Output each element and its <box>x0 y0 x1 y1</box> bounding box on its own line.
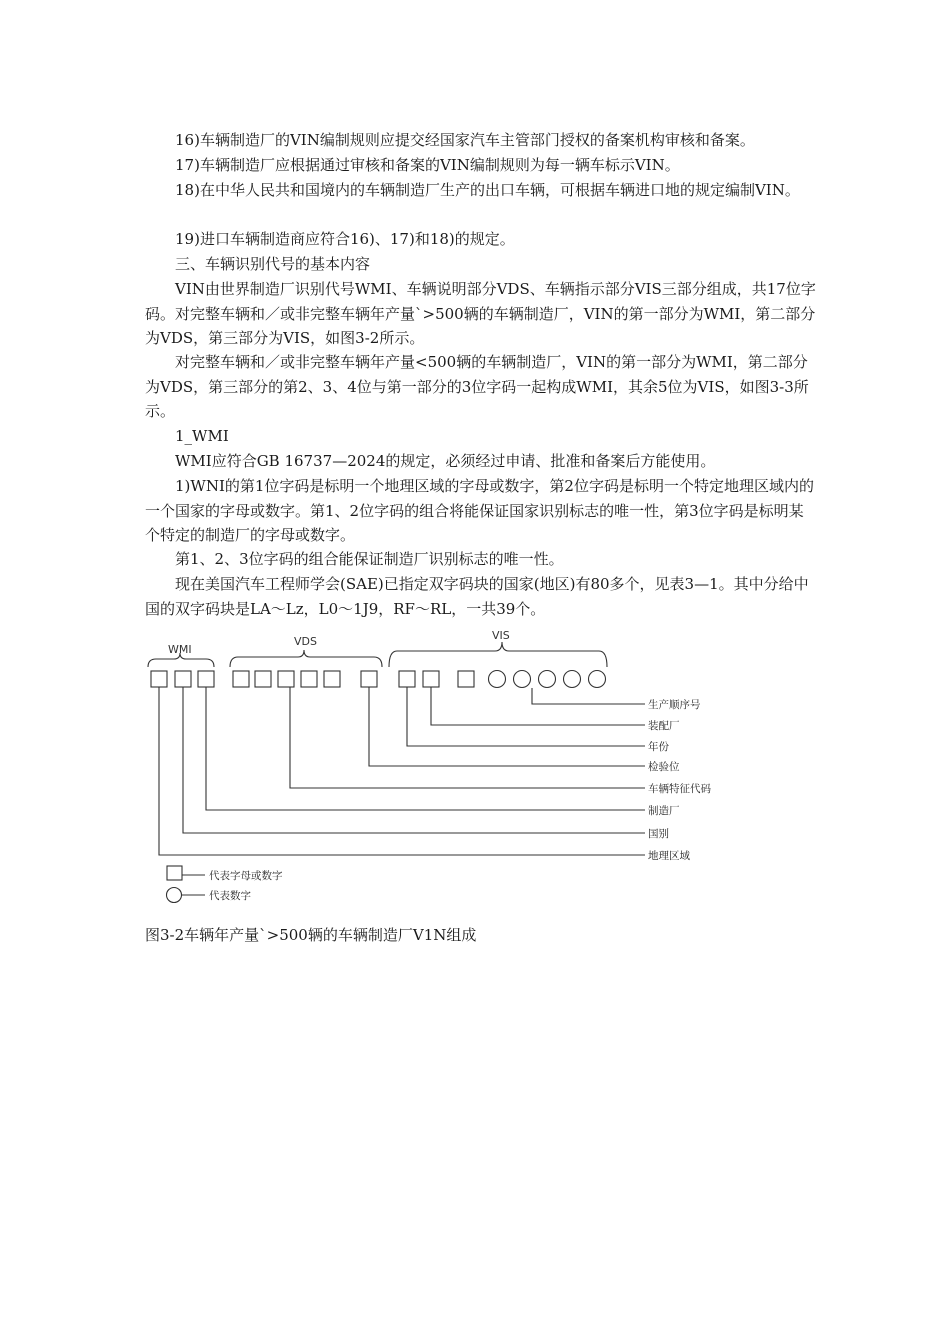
paragraph-19: 19)进口车辆制造商应符合16)、17)和18)的规定。 <box>175 230 515 248</box>
vin-intro-paragraph: VIN由世界制造厂识别代号WMI、车辆说明部分VDS、车辆指示部分VIS三部分组成，共17位字码。对完整车辆和／或非完整车辆年产量`>500辆的车辆制造厂，VIN的第一部分为WMI，第二部分为VDS，第三部分为VIS，如图3-2所示。 <box>145 280 816 347</box>
figure-caption: 图3-2车辆年产量`>500辆的车辆制造厂V1N组成 <box>145 926 477 944</box>
label-assembly-plant: 装配厂 <box>648 720 680 732</box>
wmi-rule-paragraph: WMI应符合GB 16737—2024的规定，必须经过申请、批准和备案后方能使用。 <box>175 452 716 470</box>
label-check-digit: 检验位 <box>648 761 680 773</box>
wmi-group-label: WMI <box>168 643 192 656</box>
label-country: 国别 <box>648 828 669 840</box>
paragraph-17: 17)车辆制造厂应根据通过审核和备案的VIN编制规则为每一辆车标示VIN。 <box>175 156 680 174</box>
vis-group-label: VIS <box>492 629 510 642</box>
label-manufacturer: 制造厂 <box>648 805 680 817</box>
section-heading: 三、车辆识别代号的基本内容 <box>175 255 371 273</box>
vin-small-maker-paragraph: 对完整车辆和／或非完整车辆年产量<500辆的车辆制造厂，VIN的第一部分为WMI，第二部分为VDS，第三部分的第2、3、4位与第一部分的3位字码一起构成WMI，其余5位为VIS，如图3-3所示。 <box>145 353 809 420</box>
legend-circle-label: 代表数字 <box>209 890 251 902</box>
vin-structure-diagram <box>140 615 720 910</box>
wmi-heading: 1_WMI <box>175 427 229 445</box>
label-region: 地理区域 <box>648 850 690 862</box>
legend-square-label: 代表字母或数字 <box>209 870 283 882</box>
paragraph-16: 16)车辆制造厂的VIN编制规则应提交经国家汽车主管部门授权的备案机构审核和备案。 <box>175 131 755 149</box>
label-production-sequence: 生产顺序号 <box>648 699 701 711</box>
sae-paragraph: 现在美国汽车工程师学会(SAE)已指定双字码块的国家(地区)有80多个，见表3—1。其中分给中国的双字码块是LA～Lz，L0～1J9，RF～RL，一共39个。 <box>145 575 809 618</box>
wmi-unique-paragraph: 第1、2、3位字码的组合能保证制造厂识别标志的唯一性。 <box>175 550 564 568</box>
paragraph-18: 18)在中华人民共和国境内的车辆制造厂生产的出口车辆，可根据车辆进口地的规定编制VIN。 <box>175 181 800 199</box>
label-vehicle-features: 车辆特征代码 <box>648 783 711 795</box>
label-year: 年份 <box>648 741 669 753</box>
vds-group-label: VDS <box>294 635 317 648</box>
wmi-digits-paragraph: 1)WNI的第1位字码是标明一个地理区域的字母或数字，第2位字码是标明一个特定地理区域内的一个国家的字母或数字。第1、2位字码的组合将能保证国家识别标志的唯一性，第3位字码是标明某个特定的制造厂的字母或数字。 <box>145 477 814 544</box>
